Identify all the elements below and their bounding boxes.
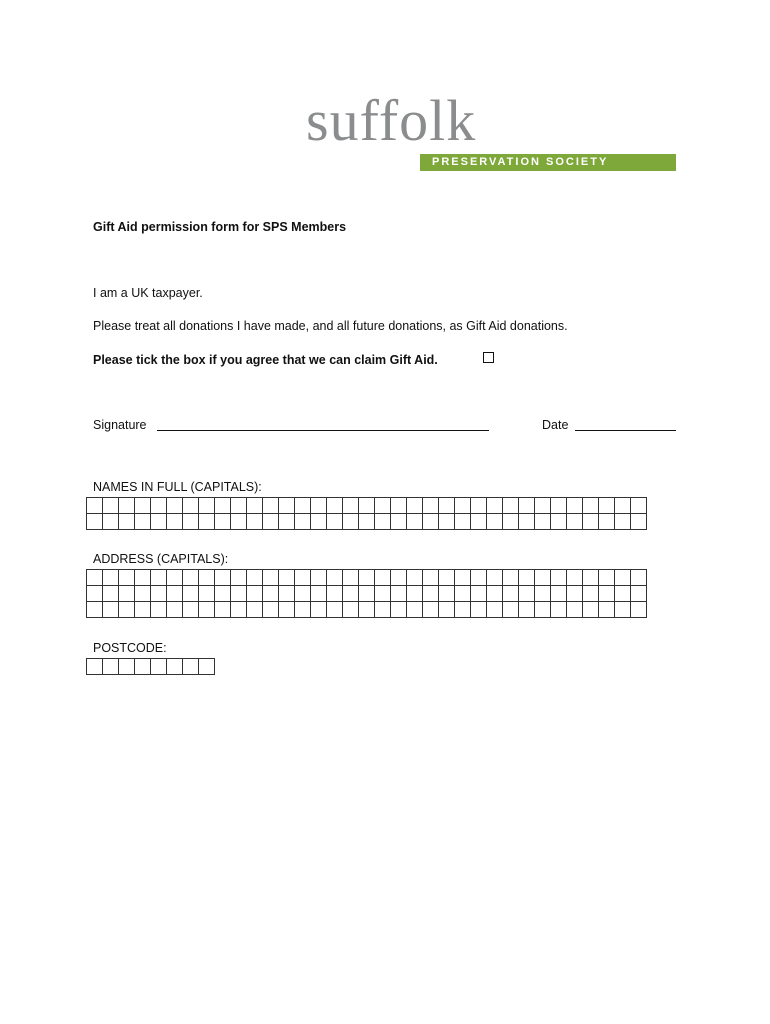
names-char-cell[interactable] (151, 498, 167, 514)
names-char-cell[interactable] (119, 498, 135, 514)
names-char-cell[interactable] (455, 498, 471, 514)
address-char-cell[interactable] (231, 570, 247, 586)
address-char-cell[interactable] (535, 586, 551, 602)
address-char-cell[interactable] (487, 586, 503, 602)
names-char-cell[interactable] (535, 514, 551, 530)
names-char-cell[interactable] (407, 498, 423, 514)
address-char-cell[interactable] (87, 602, 103, 618)
names-char-cell[interactable] (423, 514, 439, 530)
postcode-char-cell[interactable] (103, 659, 119, 675)
names-char-cell[interactable] (551, 498, 567, 514)
suffolk-preservation-society-logo (306, 86, 678, 176)
address-char-cell[interactable] (631, 602, 647, 618)
address-char-cell[interactable] (583, 586, 599, 602)
names-char-cell[interactable] (359, 498, 375, 514)
names-char-cell[interactable] (295, 498, 311, 514)
names-char-cell[interactable] (263, 498, 279, 514)
names-char-cell[interactable] (487, 514, 503, 530)
address-char-cell[interactable] (103, 570, 119, 586)
address-char-cell[interactable] (455, 570, 471, 586)
names-char-cell[interactable] (391, 498, 407, 514)
postcode-grid-row (87, 659, 215, 675)
names-char-cell[interactable] (247, 498, 263, 514)
names-char-cell[interactable] (631, 498, 647, 514)
names-char-cell[interactable] (391, 514, 407, 530)
names-char-cell[interactable] (215, 514, 231, 530)
address-grid-row (87, 602, 647, 618)
names-char-cell[interactable] (103, 498, 119, 514)
address-char-cell[interactable] (87, 570, 103, 586)
names-char-cell[interactable] (279, 498, 295, 514)
address-char-cell[interactable] (247, 586, 263, 602)
address-char-cell[interactable] (615, 586, 631, 602)
address-char-cell[interactable] (231, 586, 247, 602)
names-char-cell[interactable] (231, 498, 247, 514)
names-grid-row (87, 514, 647, 530)
address-char-cell[interactable] (359, 602, 375, 618)
address-char-cell[interactable] (311, 602, 327, 618)
names-grid-row (87, 498, 647, 514)
address-char-cell[interactable] (567, 602, 583, 618)
address-char-cell[interactable] (167, 570, 183, 586)
address-char-cell[interactable] (583, 602, 599, 618)
names-char-cell[interactable] (183, 498, 199, 514)
address-char-cell[interactable] (519, 570, 535, 586)
names-char-cell[interactable] (135, 514, 151, 530)
address-char-cell[interactable] (503, 570, 519, 586)
address-char-cell[interactable] (279, 602, 295, 618)
address-char-cell[interactable] (103, 602, 119, 618)
names-char-cell[interactable] (583, 514, 599, 530)
address-char-cell[interactable] (279, 570, 295, 586)
address-grid-row (87, 570, 647, 586)
address-char-cell[interactable] (439, 570, 455, 586)
address-char-cell[interactable] (471, 570, 487, 586)
address-char-cell[interactable] (359, 570, 375, 586)
names-char-cell[interactable] (631, 514, 647, 530)
date-line[interactable] (575, 430, 676, 431)
names-char-cell[interactable] (327, 514, 343, 530)
names-char-cell[interactable] (439, 514, 455, 530)
address-char-cell[interactable] (199, 602, 215, 618)
names-char-cell[interactable] (423, 498, 439, 514)
names-label: NAMES IN FULL (CAPITALS): (93, 480, 262, 494)
names-char-cell[interactable] (119, 514, 135, 530)
address-char-cell[interactable] (391, 602, 407, 618)
names-char-cell[interactable] (199, 514, 215, 530)
address-char-cell[interactable] (375, 602, 391, 618)
address-char-cell[interactable] (263, 602, 279, 618)
names-char-cell[interactable] (87, 498, 103, 514)
address-grid[interactable] (86, 569, 647, 618)
names-char-cell[interactable] (327, 498, 343, 514)
address-char-cell[interactable] (151, 570, 167, 586)
names-char-cell[interactable] (343, 514, 359, 530)
names-char-cell[interactable] (343, 498, 359, 514)
address-char-cell[interactable] (135, 602, 151, 618)
address-char-cell[interactable] (631, 570, 647, 586)
names-char-cell[interactable] (103, 514, 119, 530)
names-char-cell[interactable] (503, 498, 519, 514)
address-char-cell[interactable] (375, 570, 391, 586)
names-char-cell[interactable] (615, 498, 631, 514)
names-char-cell[interactable] (279, 514, 295, 530)
address-char-cell[interactable] (599, 602, 615, 618)
names-char-cell[interactable] (535, 498, 551, 514)
address-char-cell[interactable] (535, 570, 551, 586)
names-char-cell[interactable] (167, 514, 183, 530)
address-label: ADDRESS (CAPITALS): (93, 552, 229, 566)
names-char-cell[interactable] (487, 498, 503, 514)
address-char-cell[interactable] (535, 602, 551, 618)
names-char-cell[interactable] (359, 514, 375, 530)
names-char-cell[interactable] (583, 498, 599, 514)
names-char-cell[interactable] (199, 498, 215, 514)
address-char-cell[interactable] (215, 586, 231, 602)
address-char-cell[interactable] (295, 602, 311, 618)
postcode-grid[interactable] (86, 658, 215, 675)
address-char-cell[interactable] (391, 570, 407, 586)
address-char-cell[interactable] (359, 586, 375, 602)
names-char-cell[interactable] (471, 514, 487, 530)
names-char-cell[interactable] (455, 514, 471, 530)
address-char-cell[interactable] (183, 602, 199, 618)
address-char-cell[interactable] (119, 602, 135, 618)
names-char-cell[interactable] (519, 514, 535, 530)
logo-tagline: PRESERVATION SOCIETY (432, 156, 609, 168)
address-char-cell[interactable] (407, 586, 423, 602)
address-char-cell[interactable] (263, 586, 279, 602)
address-char-cell[interactable] (343, 586, 359, 602)
names-char-cell[interactable] (567, 514, 583, 530)
gift-aid-checkbox[interactable] (483, 352, 494, 363)
postcode-char-cell[interactable] (135, 659, 151, 675)
address-char-cell[interactable] (327, 570, 343, 586)
names-char-cell[interactable] (519, 498, 535, 514)
address-char-cell[interactable] (439, 602, 455, 618)
names-char-cell[interactable] (375, 514, 391, 530)
address-char-cell[interactable] (231, 602, 247, 618)
address-char-cell[interactable] (455, 586, 471, 602)
names-char-cell[interactable] (311, 514, 327, 530)
names-char-cell[interactable] (615, 514, 631, 530)
names-char-cell[interactable] (151, 514, 167, 530)
address-char-cell[interactable] (487, 602, 503, 618)
names-char-cell[interactable] (215, 498, 231, 514)
address-char-cell[interactable] (119, 570, 135, 586)
names-char-cell[interactable] (87, 514, 103, 530)
names-grid[interactable] (86, 497, 647, 530)
address-char-cell[interactable] (183, 570, 199, 586)
names-char-cell[interactable] (407, 514, 423, 530)
signature-label: Signature (93, 418, 147, 432)
logo-wordmark: suffolk (306, 88, 477, 153)
address-char-cell[interactable] (551, 570, 567, 586)
address-char-cell[interactable] (567, 586, 583, 602)
address-char-cell[interactable] (551, 586, 567, 602)
address-char-cell[interactable] (407, 602, 423, 618)
address-char-cell[interactable] (167, 602, 183, 618)
address-char-cell[interactable] (311, 570, 327, 586)
names-char-cell[interactable] (167, 498, 183, 514)
address-char-cell[interactable] (519, 586, 535, 602)
names-char-cell[interactable] (311, 498, 327, 514)
address-char-cell[interactable] (279, 586, 295, 602)
postcode-char-cell[interactable] (87, 659, 103, 675)
address-char-cell[interactable] (423, 570, 439, 586)
names-char-cell[interactable] (231, 514, 247, 530)
names-char-cell[interactable] (439, 498, 455, 514)
address-char-cell[interactable] (135, 570, 151, 586)
address-char-cell[interactable] (135, 586, 151, 602)
names-char-cell[interactable] (471, 498, 487, 514)
address-char-cell[interactable] (247, 602, 263, 618)
address-char-cell[interactable] (183, 586, 199, 602)
address-char-cell[interactable] (215, 570, 231, 586)
address-char-cell[interactable] (519, 602, 535, 618)
address-char-cell[interactable] (551, 602, 567, 618)
address-char-cell[interactable] (599, 570, 615, 586)
names-char-cell[interactable] (551, 514, 567, 530)
address-char-cell[interactable] (423, 602, 439, 618)
logo-tagline-band (420, 154, 676, 171)
postcode-char-cell[interactable] (199, 659, 215, 675)
address-char-cell[interactable] (487, 570, 503, 586)
address-char-cell[interactable] (311, 586, 327, 602)
address-char-cell[interactable] (615, 570, 631, 586)
names-char-cell[interactable] (599, 514, 615, 530)
address-char-cell[interactable] (119, 586, 135, 602)
date-label: Date (542, 418, 569, 432)
names-char-cell[interactable] (503, 514, 519, 530)
names-char-cell[interactable] (135, 498, 151, 514)
address-char-cell[interactable] (199, 570, 215, 586)
postcode-char-cell[interactable] (119, 659, 135, 675)
address-char-cell[interactable] (583, 570, 599, 586)
signature-line[interactable] (157, 430, 489, 431)
address-char-cell[interactable] (151, 602, 167, 618)
address-char-cell[interactable] (407, 570, 423, 586)
address-char-cell[interactable] (343, 570, 359, 586)
address-char-cell[interactable] (423, 586, 439, 602)
address-char-cell[interactable] (343, 602, 359, 618)
address-char-cell[interactable] (215, 602, 231, 618)
names-char-cell[interactable] (375, 498, 391, 514)
address-char-cell[interactable] (567, 570, 583, 586)
postcode-char-cell[interactable] (183, 659, 199, 675)
postcode-char-cell[interactable] (167, 659, 183, 675)
address-char-cell[interactable] (375, 586, 391, 602)
address-grid-row (87, 586, 647, 602)
address-char-cell[interactable] (471, 586, 487, 602)
address-char-cell[interactable] (151, 586, 167, 602)
address-char-cell[interactable] (247, 570, 263, 586)
address-char-cell[interactable] (599, 586, 615, 602)
names-char-cell[interactable] (567, 498, 583, 514)
names-char-cell[interactable] (295, 514, 311, 530)
address-char-cell[interactable] (263, 570, 279, 586)
address-char-cell[interactable] (615, 602, 631, 618)
names-char-cell[interactable] (599, 498, 615, 514)
names-char-cell[interactable] (263, 514, 279, 530)
address-char-cell[interactable] (327, 602, 343, 618)
taxpayer-statement: I am a UK taxpayer. (93, 286, 203, 300)
address-char-cell[interactable] (295, 586, 311, 602)
form-title: Gift Aid permission form for SPS Members (93, 220, 347, 234)
names-char-cell[interactable] (247, 514, 263, 530)
address-char-cell[interactable] (439, 586, 455, 602)
address-char-cell[interactable] (199, 586, 215, 602)
postcode-char-cell[interactable] (151, 659, 167, 675)
address-char-cell[interactable] (391, 586, 407, 602)
address-char-cell[interactable] (167, 586, 183, 602)
gift-aid-declaration: Please treat all donations I have made, and all future donations, as Gift Aid donations. (93, 319, 568, 333)
address-char-cell[interactable] (471, 602, 487, 618)
address-char-cell[interactable] (455, 602, 471, 618)
address-char-cell[interactable] (631, 586, 647, 602)
address-char-cell[interactable] (295, 570, 311, 586)
address-char-cell[interactable] (503, 586, 519, 602)
tick-instruction: Please tick the box if you agree that we can claim Gift Aid. (93, 353, 438, 367)
postcode-label: POSTCODE: (93, 641, 167, 655)
address-char-cell[interactable] (503, 602, 519, 618)
address-char-cell[interactable] (103, 586, 119, 602)
address-char-cell[interactable] (87, 586, 103, 602)
address-char-cell[interactable] (327, 586, 343, 602)
names-char-cell[interactable] (183, 514, 199, 530)
